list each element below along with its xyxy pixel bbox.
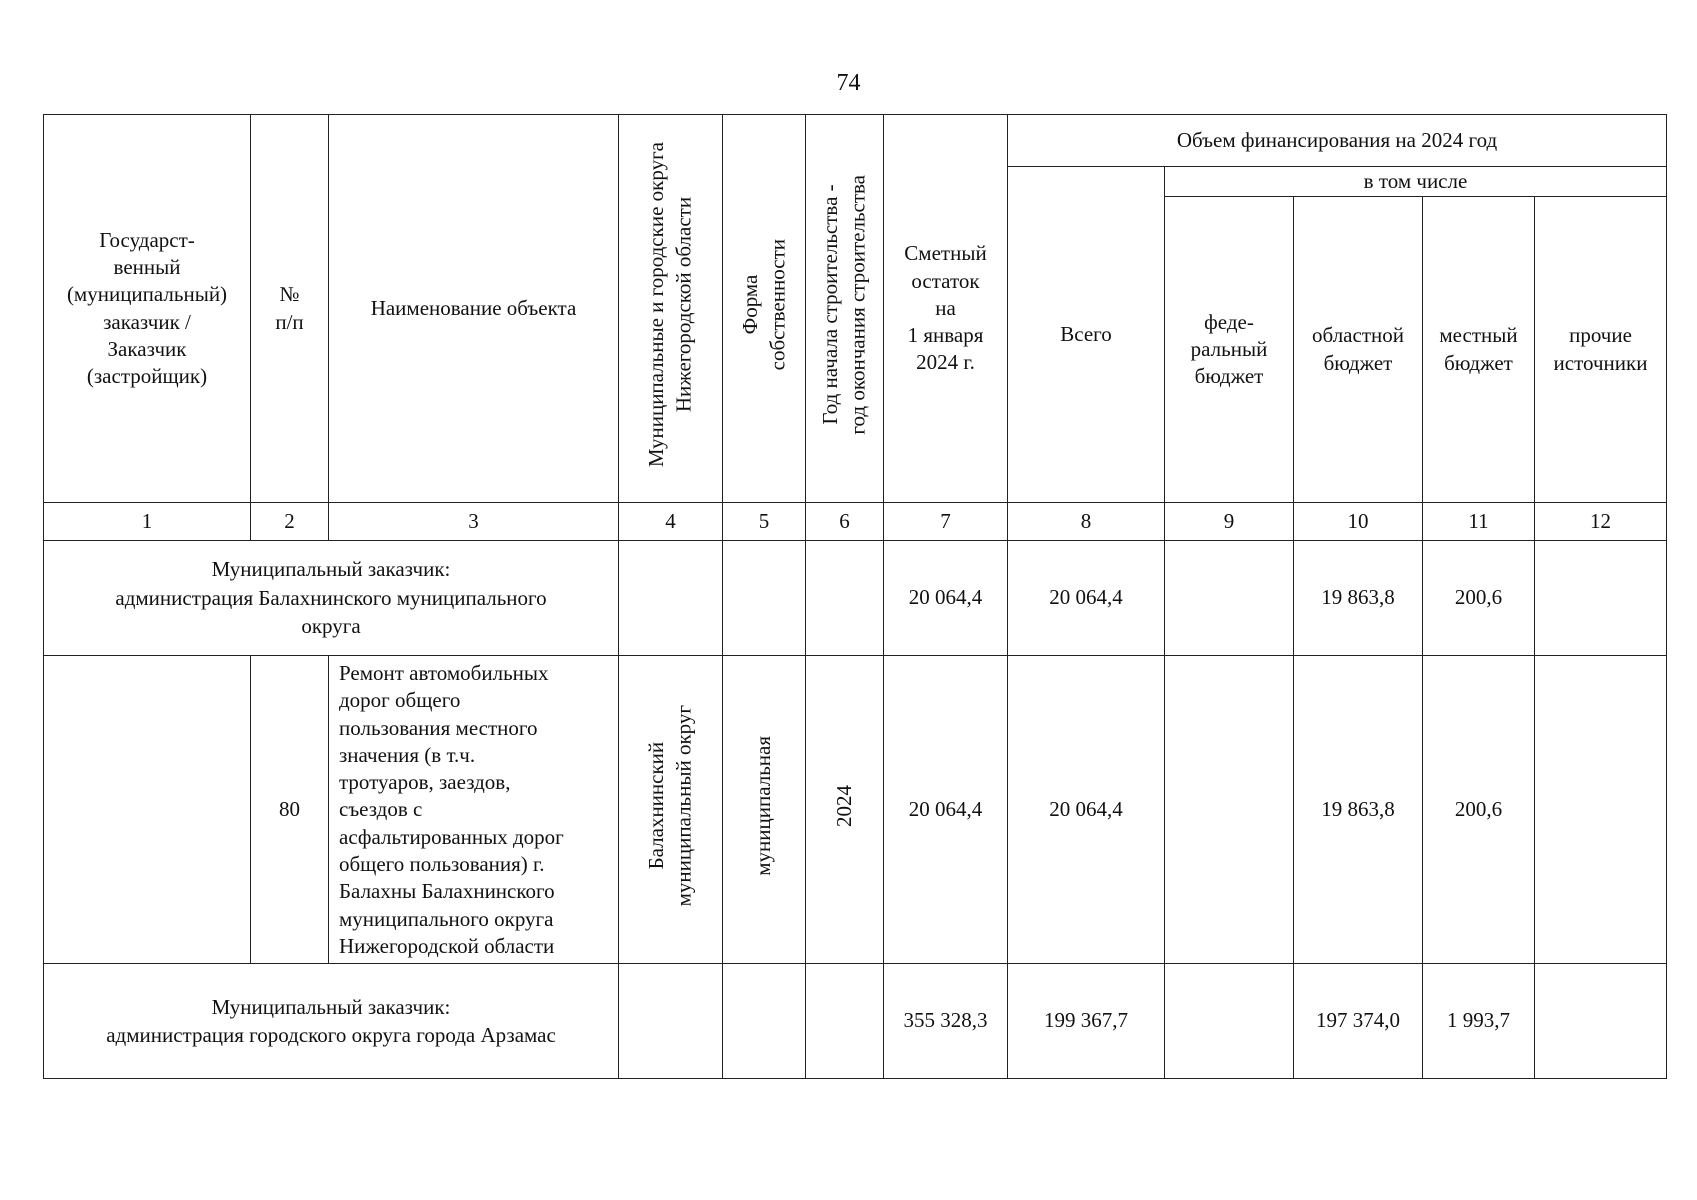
group-estimate: 20 064,4 — [884, 541, 1008, 656]
table-row — [44, 656, 1667, 964]
row-estimate: 20 064,4 — [884, 656, 1008, 964]
column-number: 10 — [1294, 503, 1423, 541]
column-number: 12 — [1535, 503, 1667, 541]
group-local: 1 993,7 — [1423, 964, 1535, 1079]
group-total: 20 064,4 — [1008, 541, 1165, 656]
header-object-name: Наименование объекта — [329, 115, 619, 503]
header-estimate: Сметный остаток на 1 января 2024 г. — [884, 115, 1008, 503]
column-number: 7 — [884, 503, 1008, 541]
column-number: 1 — [44, 503, 251, 541]
financing-table — [43, 114, 1667, 1079]
group-regional: 197 374,0 — [1294, 964, 1423, 1079]
row-total: 20 064,4 — [1008, 656, 1165, 964]
row-ownership: муниципальная — [723, 656, 806, 964]
column-number: 5 — [723, 503, 806, 541]
header-total: Всего — [1008, 167, 1165, 503]
group-federal — [1165, 541, 1294, 656]
group-title: Муниципальный заказчик: администрация Балахнинского муниципального округа — [44, 541, 619, 656]
group-district — [619, 541, 723, 656]
header-funding: Объем финансирования на 2024 год — [1008, 115, 1667, 167]
group-ownership — [723, 541, 806, 656]
group-other — [1535, 541, 1667, 656]
header-other: прочие источники — [1535, 197, 1667, 503]
header-federal: феде- ральный бюджет — [1165, 197, 1294, 503]
group-district — [619, 964, 723, 1079]
group-row-arzamas — [44, 964, 1667, 1079]
row-num: 80 — [251, 656, 329, 964]
column-number: 4 — [619, 503, 723, 541]
header-customer: Государст- венный (муниципальный) заказчик / Заказчик (застройщик) — [44, 115, 251, 503]
header-districts: Муниципальные и городские округа Нижегородской области — [619, 115, 723, 503]
column-number: 11 — [1423, 503, 1535, 541]
column-number: 2 — [251, 503, 329, 541]
row-federal — [1165, 656, 1294, 964]
header-regional: областной бюджет — [1294, 197, 1423, 503]
group-local: 200,6 — [1423, 541, 1535, 656]
column-number: 8 — [1008, 503, 1165, 541]
header-local: местный бюджет — [1423, 197, 1535, 503]
header-ownership: Форма собственности — [723, 115, 806, 503]
group-total: 199 367,7 — [1008, 964, 1165, 1079]
row-regional: 19 863,8 — [1294, 656, 1423, 964]
column-number: 3 — [329, 503, 619, 541]
column-number: 6 — [806, 503, 884, 541]
group-other — [1535, 964, 1667, 1079]
group-years — [806, 964, 884, 1079]
group-row-balakhna — [44, 541, 1667, 656]
column-number: 9 — [1165, 503, 1294, 541]
row-years: 2024 — [806, 656, 884, 964]
row-other — [1535, 656, 1667, 964]
group-title: Муниципальный заказчик: администрация городского округа города Арзамас — [44, 964, 619, 1079]
group-estimate: 355 328,3 — [884, 964, 1008, 1079]
group-ownership — [723, 964, 806, 1079]
group-regional: 19 863,8 — [1294, 541, 1423, 656]
page-number: 74 — [836, 70, 861, 96]
row-district: Балахнинский муниципальный округ — [619, 656, 723, 964]
group-federal — [1165, 964, 1294, 1079]
column-numbers-row — [44, 503, 1667, 541]
row-local: 200,6 — [1423, 656, 1535, 964]
header-num: № п/п — [251, 115, 329, 503]
row-object-name: Ремонт автомобильных дорог общего пользования местного значения (в т.ч. тротуаров, заездов, съездов с асфальтированных дорог общего пользования) г. Балахны Балахнинского муниципального округа Нижегородской области — [329, 656, 619, 964]
row-customer — [44, 656, 251, 964]
header-including: в том числе — [1165, 167, 1667, 197]
group-years — [806, 541, 884, 656]
header-years: Год начала строительства - год окончания строительства — [806, 115, 884, 503]
